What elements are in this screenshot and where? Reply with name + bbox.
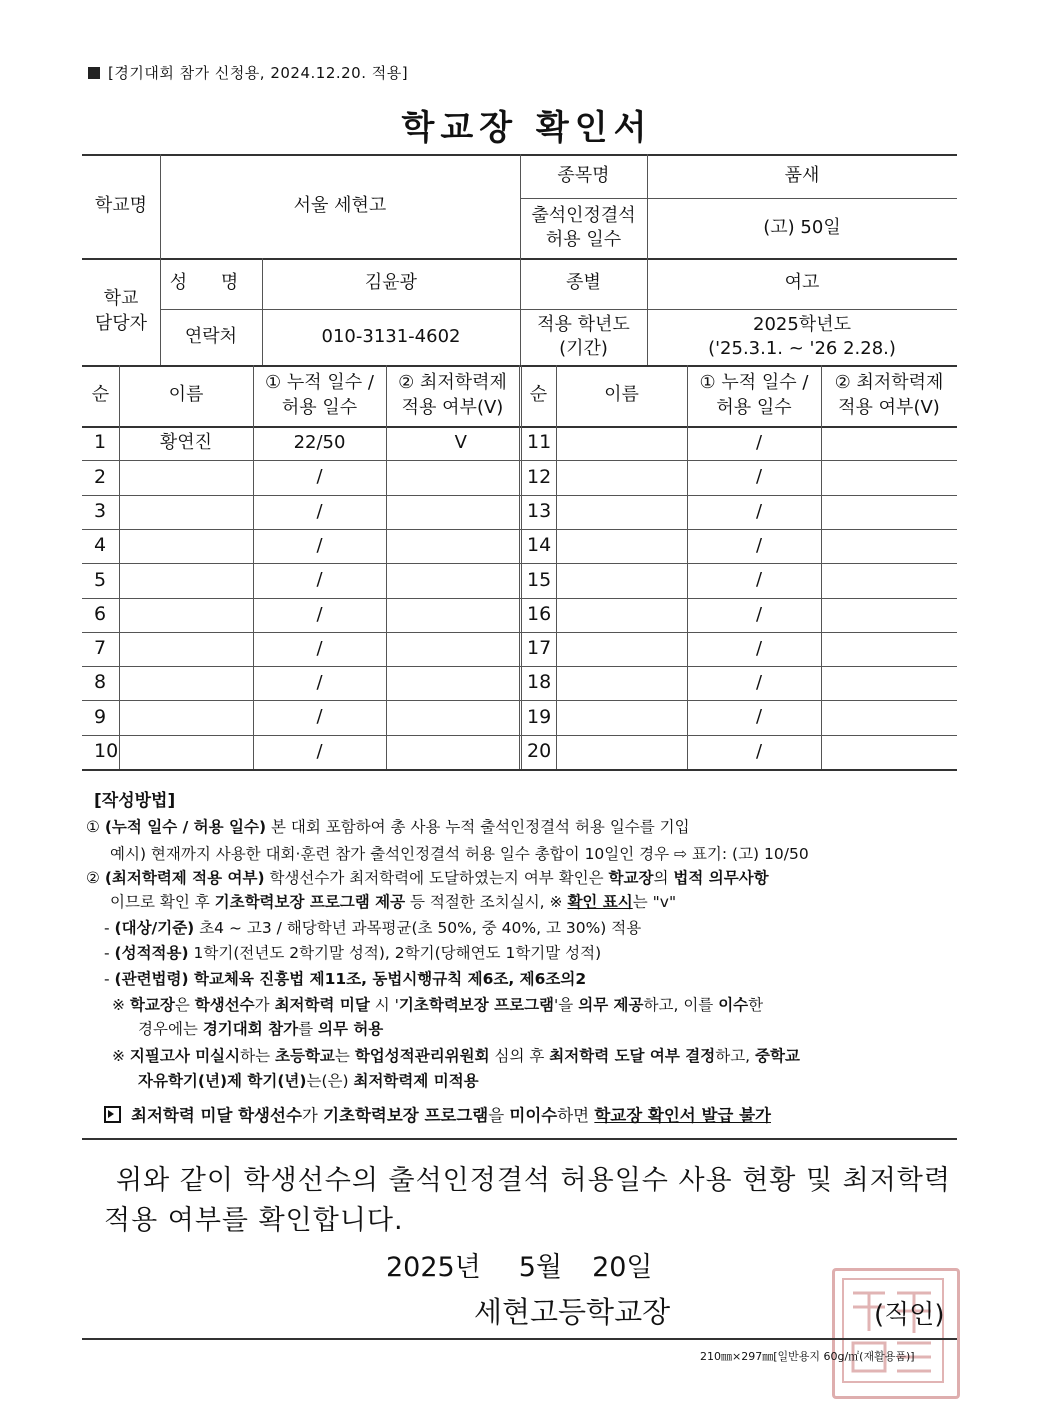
row-number: 13: [527, 499, 552, 522]
principal-title: 세현고등학교장: [474, 1295, 671, 1329]
row-days: /: [316, 603, 323, 625]
sport-label: 종목명: [557, 164, 610, 186]
absence-days-label: 출석인정결석 허용 일수: [531, 204, 636, 250]
row-student-name: [556, 495, 687, 529]
row-student-name: [119, 632, 253, 666]
col-header-no-right: 순: [529, 384, 548, 406]
row-number: 1: [94, 431, 107, 454]
row-days: /: [755, 740, 763, 762]
method-line-7: - (관련법령) 학교체육 진흥법 제11조, 동법시행규칙 제6조, 제6조의2: [104, 970, 587, 988]
row-days: /: [755, 432, 763, 453]
row-min-check: [821, 632, 957, 666]
row-number: 2: [94, 465, 107, 488]
row-student-name: [556, 460, 687, 494]
category-label: 종별: [566, 272, 601, 294]
row-number: 5: [94, 568, 107, 591]
row-min-check: [386, 495, 519, 529]
confirm-text-line-1: 위와 같이 학생선수의 출석인정결석 허용일수 사용 현황 및 최저학력: [116, 1165, 951, 1196]
row-number: 15: [527, 568, 552, 591]
row-number: 6: [94, 602, 107, 625]
writing-method-title: [작성방법]: [94, 791, 176, 811]
method-line-8: ※ 학교장은 학생선수가 최저학력 미달 시 '기초학력보장 프로그램'을 의무 제공하고, 이를 이수한: [112, 996, 764, 1014]
row-number: 3: [94, 499, 107, 522]
method-line-11: 자유학기(년)제 학기(년)는(은) 최저학력제 미적용: [138, 1072, 479, 1090]
row-number: 12: [527, 465, 552, 488]
row-days: /: [316, 466, 323, 488]
row-days: /: [755, 534, 763, 556]
row-student-name: [119, 700, 253, 734]
row-days: /: [316, 740, 323, 762]
row-min-check: [386, 460, 519, 494]
row-days: /: [316, 706, 323, 728]
method-line-3: ② (최저학력제 적용 여부) 학생선수가 최저학력에 도달하였는지 여부 확인은 학교장의 법적 의무사항: [86, 869, 769, 887]
row-min-check: [821, 529, 957, 563]
row-min-check: V: [454, 432, 467, 453]
absence-days-value: (고) 50일: [763, 216, 841, 238]
row-number: 4: [94, 534, 107, 557]
row-min-check: [821, 460, 957, 494]
col-header-min-left: ② 최저학력제 적용 여부(V): [398, 372, 507, 418]
arrow-box-icon: [104, 1106, 121, 1123]
row-min-check: [821, 563, 957, 597]
row-days: /: [755, 706, 763, 728]
row-min-check: [386, 598, 519, 632]
method-line-5: - (대상/기준) 초4 ~ 고3 / 해당학년 과목평균(초 50%, 중 40%, 고 30%) 적용: [104, 919, 642, 937]
row-days: /: [755, 672, 763, 694]
school-year-label: 적용 학년도 (기간): [537, 313, 630, 359]
manager-name-value: 김윤광: [364, 272, 418, 294]
contact-label: 연락처: [184, 325, 238, 347]
method-line-10: ※ 지필고사 미실시하는 초등학교는 학업성적관리위원회 심의 후 최저학력 도달 여부 결정하고, 중학교: [112, 1047, 800, 1065]
row-days: /: [755, 637, 763, 659]
row-student-name: [556, 700, 687, 734]
row-student-name: [556, 735, 687, 769]
row-min-check: [821, 426, 957, 460]
paper-spec-footer: 210㎜×297㎜[일반용지 60g/㎡(재활용품)]: [700, 1350, 915, 1363]
row-days: /: [316, 569, 323, 591]
row-student-name: [119, 495, 253, 529]
col-header-min-right: ② 최저학력제 적용 여부(V): [834, 372, 944, 418]
row-student-name: 황연진: [159, 432, 213, 453]
row-min-check: [821, 700, 957, 734]
school-year-value: 2025학년도 ('25.3.1. ~ '26 2.28.): [708, 313, 896, 359]
row-student-name: [119, 666, 253, 700]
row-min-check: [386, 735, 519, 769]
row-min-check: [386, 700, 519, 734]
method-line-4: 이므로 확인 후 기초학력보장 프로그램 제공 등 적절한 조치실시, ※ 확인 표시는 "v": [110, 893, 677, 911]
row-min-check: [386, 666, 519, 700]
col-header-days-left: ① 누적 일수 / 허용 일수: [265, 372, 374, 418]
row-min-check: [821, 598, 957, 632]
row-min-check: [386, 632, 519, 666]
seal-mark: (직인): [874, 1300, 945, 1330]
row-min-check: [386, 563, 519, 597]
row-number: 17: [527, 637, 552, 660]
col-header-no-left: 순: [91, 384, 110, 406]
contact-value: 010-3131-4602: [321, 325, 461, 347]
row-number: 8: [94, 671, 107, 694]
method-line-9: 경우에는 경기대회 참가를 의무 허용: [138, 1020, 384, 1038]
row-student-name: [556, 529, 687, 563]
row-student-name: [119, 735, 253, 769]
col-header-days-right: ① 누적 일수 / 허용 일수: [699, 372, 809, 418]
manager-name-label: 성 명: [169, 272, 253, 294]
row-number: 7: [94, 637, 107, 660]
row-number: 20: [527, 740, 552, 763]
row-number: 16: [527, 602, 552, 625]
confirm-text-line-2: 적용 여부를 확인합니다.: [104, 1205, 404, 1236]
row-student-name: [119, 598, 253, 632]
row-number: 11: [527, 431, 552, 454]
row-days: /: [316, 672, 323, 694]
row-days: /: [755, 603, 763, 625]
row-student-name: [556, 563, 687, 597]
row-number: 14: [527, 534, 552, 557]
row-days: /: [755, 569, 763, 591]
row-number: 18: [527, 671, 552, 694]
row-days: /: [755, 500, 763, 522]
category-value: 여고: [784, 272, 820, 294]
col-header-name-right: 이름: [604, 384, 639, 406]
row-days: /: [316, 534, 323, 556]
school-name-value: 서울 세현고: [293, 194, 387, 216]
method-line-1: ① (누적 일수 / 허용 일수) 본 대회 포함하여 총 사용 누적 출석인정결석 허용 일수를 기입: [86, 818, 690, 836]
row-student-name: [119, 529, 253, 563]
row-number: 10: [94, 740, 119, 763]
form-usage-tag: [경기대회 참가 신청용, 2024.12.20. 적용]: [88, 62, 408, 83]
method-notice-line: 최저학력 미달 학생선수가 기초학력보장 프로그램을 미이수하면 학교장 확인서 발급 불가: [104, 1106, 771, 1126]
row-number: 9: [94, 705, 107, 728]
row-min-check: [821, 666, 957, 700]
row-student-name: [556, 666, 687, 700]
row-days: 22/50: [293, 432, 346, 453]
row-student-name: [556, 426, 687, 460]
official-seal-stamp: [832, 1268, 960, 1399]
row-min-check: [821, 495, 957, 529]
sport-value: 품새: [784, 164, 820, 186]
row-min-check: [821, 735, 957, 769]
document-title: 학교장 확인서: [401, 108, 653, 148]
row-number: 19: [527, 705, 552, 728]
confirm-date: 2025년 5월 20일: [386, 1252, 653, 1283]
school-name-label: 학교명: [94, 194, 148, 216]
row-days: /: [316, 500, 323, 522]
row-days: /: [755, 466, 763, 488]
method-line-2: 예시) 현재까지 사용한 대회·훈련 참가 출석인정결석 허용 일수 총합이 10일인 경우 ⇨ 표기: (고) 10/50: [110, 845, 809, 863]
row-student-name: [119, 460, 253, 494]
row-student-name: [119, 563, 253, 597]
row-days: /: [316, 637, 323, 659]
school-manager-label: 학교 담당자: [94, 288, 148, 334]
method-line-6: - (성적적용) 1학기(전년도 2학기말 성적), 2학기(당해연도 1학기말 성적): [104, 944, 602, 962]
row-student-name: [556, 632, 687, 666]
col-header-name-left: 이름: [168, 384, 204, 406]
row-student-name: [556, 598, 687, 632]
square-bullet-icon: [88, 67, 100, 79]
row-min-check: [386, 529, 519, 563]
